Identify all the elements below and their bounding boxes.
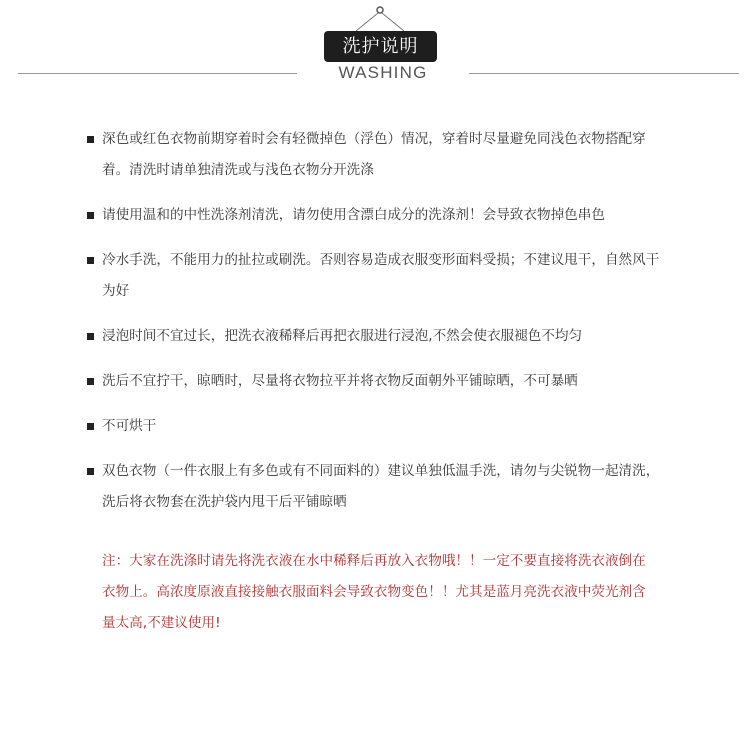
section-subtitle: WASHING xyxy=(338,63,428,82)
square-bullet-icon xyxy=(87,333,94,340)
list-item xyxy=(85,411,665,442)
divider-right xyxy=(469,73,739,74)
list-item xyxy=(85,366,665,397)
square-bullet-icon xyxy=(87,136,94,143)
list-item-text: 洗后不宜拧干，晾晒时，尽量将衣物拉平并将衣物反面朝外平铺晾晒，不可暴晒 xyxy=(102,373,578,389)
square-bullet-icon xyxy=(87,212,94,219)
list-item-text: 请使用温和的中性洗涤剂清洗，请勿使用含漂白成分的洗涤剂！会导致衣物掉色串色 xyxy=(102,207,605,223)
square-bullet-icon xyxy=(87,468,94,475)
header xyxy=(0,0,750,95)
list-item xyxy=(85,200,665,231)
list-item xyxy=(85,245,665,307)
square-bullet-icon xyxy=(87,378,94,385)
list-item-text: 双色衣物（一件衣服上有多色或有不同面料的）建议单独低温手洗，请勿与尖锐物一起清洗，洗后将衣物套在洗护袋内甩干后平铺晾晒 xyxy=(102,463,660,510)
list-item-text: 冷水手洗，不能用力的扯拉或刷洗。否则容易造成衣服变形面料受损；不建议甩干，自然风干为好 xyxy=(102,252,660,299)
list-item xyxy=(85,124,665,186)
section-title: 洗护说明 xyxy=(324,31,437,62)
care-instructions-list xyxy=(85,124,665,532)
warning-note: 注：大家在洗涤时请先将洗衣液在水中稀释后再放入衣物哦！！一定不要直接将洗衣液倒在衣物上。高浓度原液直接接触衣服面料会导致衣物变色！！尤其是蓝月亮洗衣液中荧光剂含量太高,不建议使用! xyxy=(102,553,646,631)
list-item xyxy=(85,321,665,352)
list-item-text: 深色或红色衣物前期穿着时会有轻微掉色（浮色）情况，穿着时尽量避免同浅色衣物搭配穿着。清洗时请单独清洗或与浅色衣物分开洗涤 xyxy=(102,131,646,178)
square-bullet-icon xyxy=(87,257,94,264)
divider-left xyxy=(18,73,297,74)
list-item-text: 浸泡时间不宜过长，把洗衣液稀释后再把衣服进行浸泡,不然会使衣服褪色不均匀 xyxy=(102,328,583,344)
square-bullet-icon xyxy=(87,423,94,430)
list-item xyxy=(85,456,665,518)
list-item-text: 不可烘干 xyxy=(102,418,157,434)
